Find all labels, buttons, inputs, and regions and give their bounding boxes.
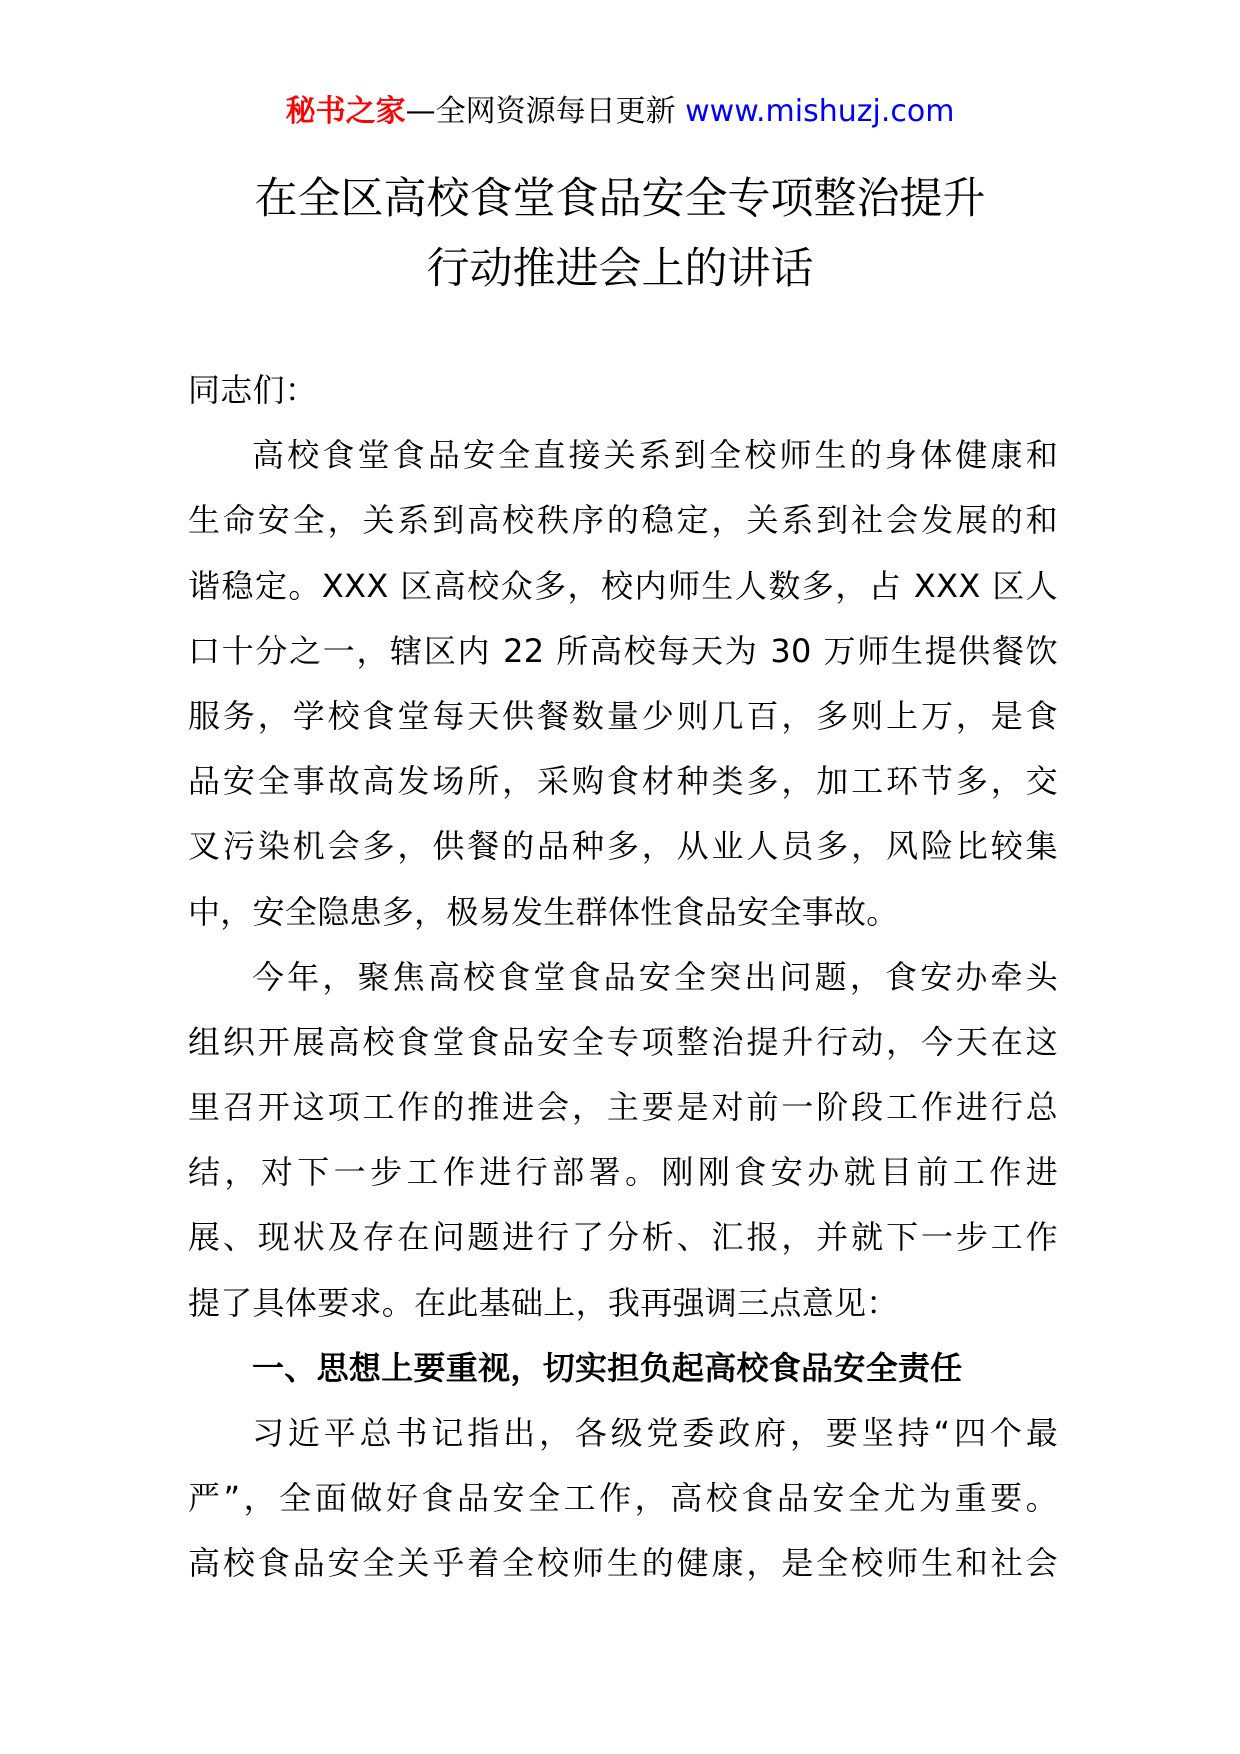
paragraph-line: 口十分之一，辖区内 22 所高校每天为 30 万师生提供餐饮: [188, 631, 1058, 670]
paragraph-line: 谐稳定。XXX 区高校众多，校内师生人数多，占 XXX 区人: [188, 566, 1058, 605]
document-body: [188, 358, 1058, 1597]
paragraph-line: 今年，聚焦高校食堂食品安全突出问题，食安办牵头: [252, 957, 1058, 996]
site-url-link[interactable]: www.mishuzj.com: [685, 94, 955, 129]
paragraph-line: 展、现状及存在问题进行了分析、汇报，并就下一步工作: [188, 1218, 1058, 1257]
document-title: [0, 164, 1240, 304]
site-header: [0, 92, 1240, 132]
paragraph-line: 结，对下一步工作进行部署。刚刚食安办就目前工作进: [188, 1153, 1058, 1192]
brand-name: 秘书之家: [285, 94, 406, 129]
paragraph-line: 服务，学校食堂每天供餐数量少则几百，多则上万，是食: [188, 696, 1058, 735]
paragraph-line: 严”，全面做好食品安全工作，高校食品安全尤为重要。: [188, 1479, 1058, 1518]
salutation: 同志们：: [188, 371, 318, 409]
paragraph-line: 高校食堂食品安全直接关系到全校师生的身体健康和: [252, 436, 1058, 475]
site-tagline: —全网资源每日更新: [405, 94, 686, 129]
paragraph-line: 高校食品安全关乎着全校师生的健康，是全校师生和社会: [188, 1544, 1058, 1583]
paragraph-line: 组织开展高校食堂食品安全专项整治提升行动，今天在这: [188, 1022, 1058, 1061]
paragraph-line: 中，安全隐患多，极易发生群体性食品安全事故。: [188, 892, 899, 931]
paragraph-line: 生命安全，关系到高校秩序的稳定，关系到社会发展的和: [188, 501, 1058, 540]
paragraph-line: 习近平总书记指出，各级党委政府，要坚持“四个最: [252, 1414, 1058, 1452]
paragraph-line: 提了具体要求。在此基础上，我再强调三点意见：: [188, 1283, 899, 1322]
paragraph-line: 叉污染机会多，供餐的品种多，从业人员多，风险比较集: [188, 827, 1058, 866]
section-heading: 一、思想上要重视，切实担负起高校食品安全责任: [252, 1348, 963, 1387]
paragraph-line: 里召开这项工作的推进会，主要是对前一阶段工作进行总: [188, 1088, 1058, 1127]
title-line-2: 行动推进会上的讲话: [426, 244, 814, 294]
title-line-1: 在全区高校食堂食品安全专项整治提升: [254, 174, 986, 224]
paragraph-line: 品安全事故高发场所，采购食材种类多，加工环节多，交: [188, 762, 1058, 801]
